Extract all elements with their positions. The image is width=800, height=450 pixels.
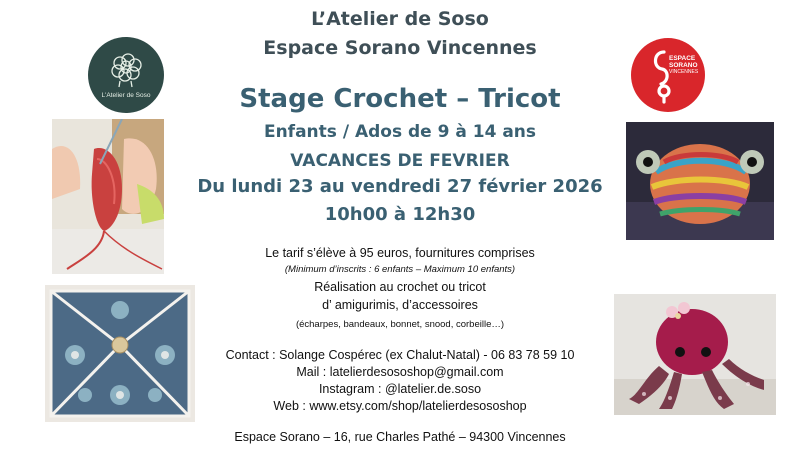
capacity: (Minimum d’inscrits : 6 enfants – Maximum 10 enfants) bbox=[284, 264, 516, 275]
amigurumi-turtle-photo bbox=[626, 122, 774, 240]
logo-right-line3: VINCENNES bbox=[669, 69, 699, 75]
examples: (écharpes, bandeaux, bonnet, snood, corbeille…) bbox=[295, 319, 505, 330]
atelier-logo bbox=[88, 37, 164, 113]
contact-phone: Contact : Solange Cospérec (ex Chalut-Natal) - 06 83 78 59 10 bbox=[225, 348, 575, 362]
amigurumi-octopus-photo bbox=[614, 294, 776, 415]
price: Le tarif s’élève à 95 euros, fournitures comprises bbox=[265, 246, 535, 260]
activity-line-1: Réalisation au crochet ou tricot bbox=[314, 280, 486, 294]
activity-line-2: d’ amigurimis, d’accessoires bbox=[322, 298, 478, 312]
organizer-name: L’Atelier de Soso bbox=[311, 8, 489, 30]
sorano-logo bbox=[631, 38, 705, 112]
logo-right-line1: ESPACE bbox=[669, 55, 696, 62]
logo-left-text: L'Atelier de Soso bbox=[101, 92, 151, 99]
contact-mail[interactable]: Mail : latelierdesososhop@gmail.com bbox=[296, 365, 504, 379]
hours: 10h00 à 12h30 bbox=[324, 204, 476, 225]
period: VACANCES DE FEVRIER bbox=[290, 151, 510, 171]
dates: Du lundi 23 au vendredi 27 février 2026 bbox=[197, 176, 603, 197]
page-title: Stage Crochet – Tricot bbox=[239, 84, 561, 114]
venue-name: Espace Sorano Vincennes bbox=[263, 37, 537, 59]
granny-square-bag-photo bbox=[45, 285, 195, 422]
contact-web[interactable]: Web : www.etsy.com/shop/latelierdesososhop bbox=[273, 399, 527, 413]
crochet-hands-photo bbox=[52, 119, 164, 274]
contact-instagram[interactable]: Instagram : @latelier.de.soso bbox=[318, 382, 482, 396]
address: Espace Sorano – 16, rue Charles Pathé – 94300 Vincennes bbox=[234, 430, 566, 444]
sheep-icon bbox=[88, 37, 164, 113]
audience: Enfants / Ados de 9 à 14 ans bbox=[263, 122, 537, 142]
logo-right-line2: SORANO bbox=[669, 62, 698, 69]
